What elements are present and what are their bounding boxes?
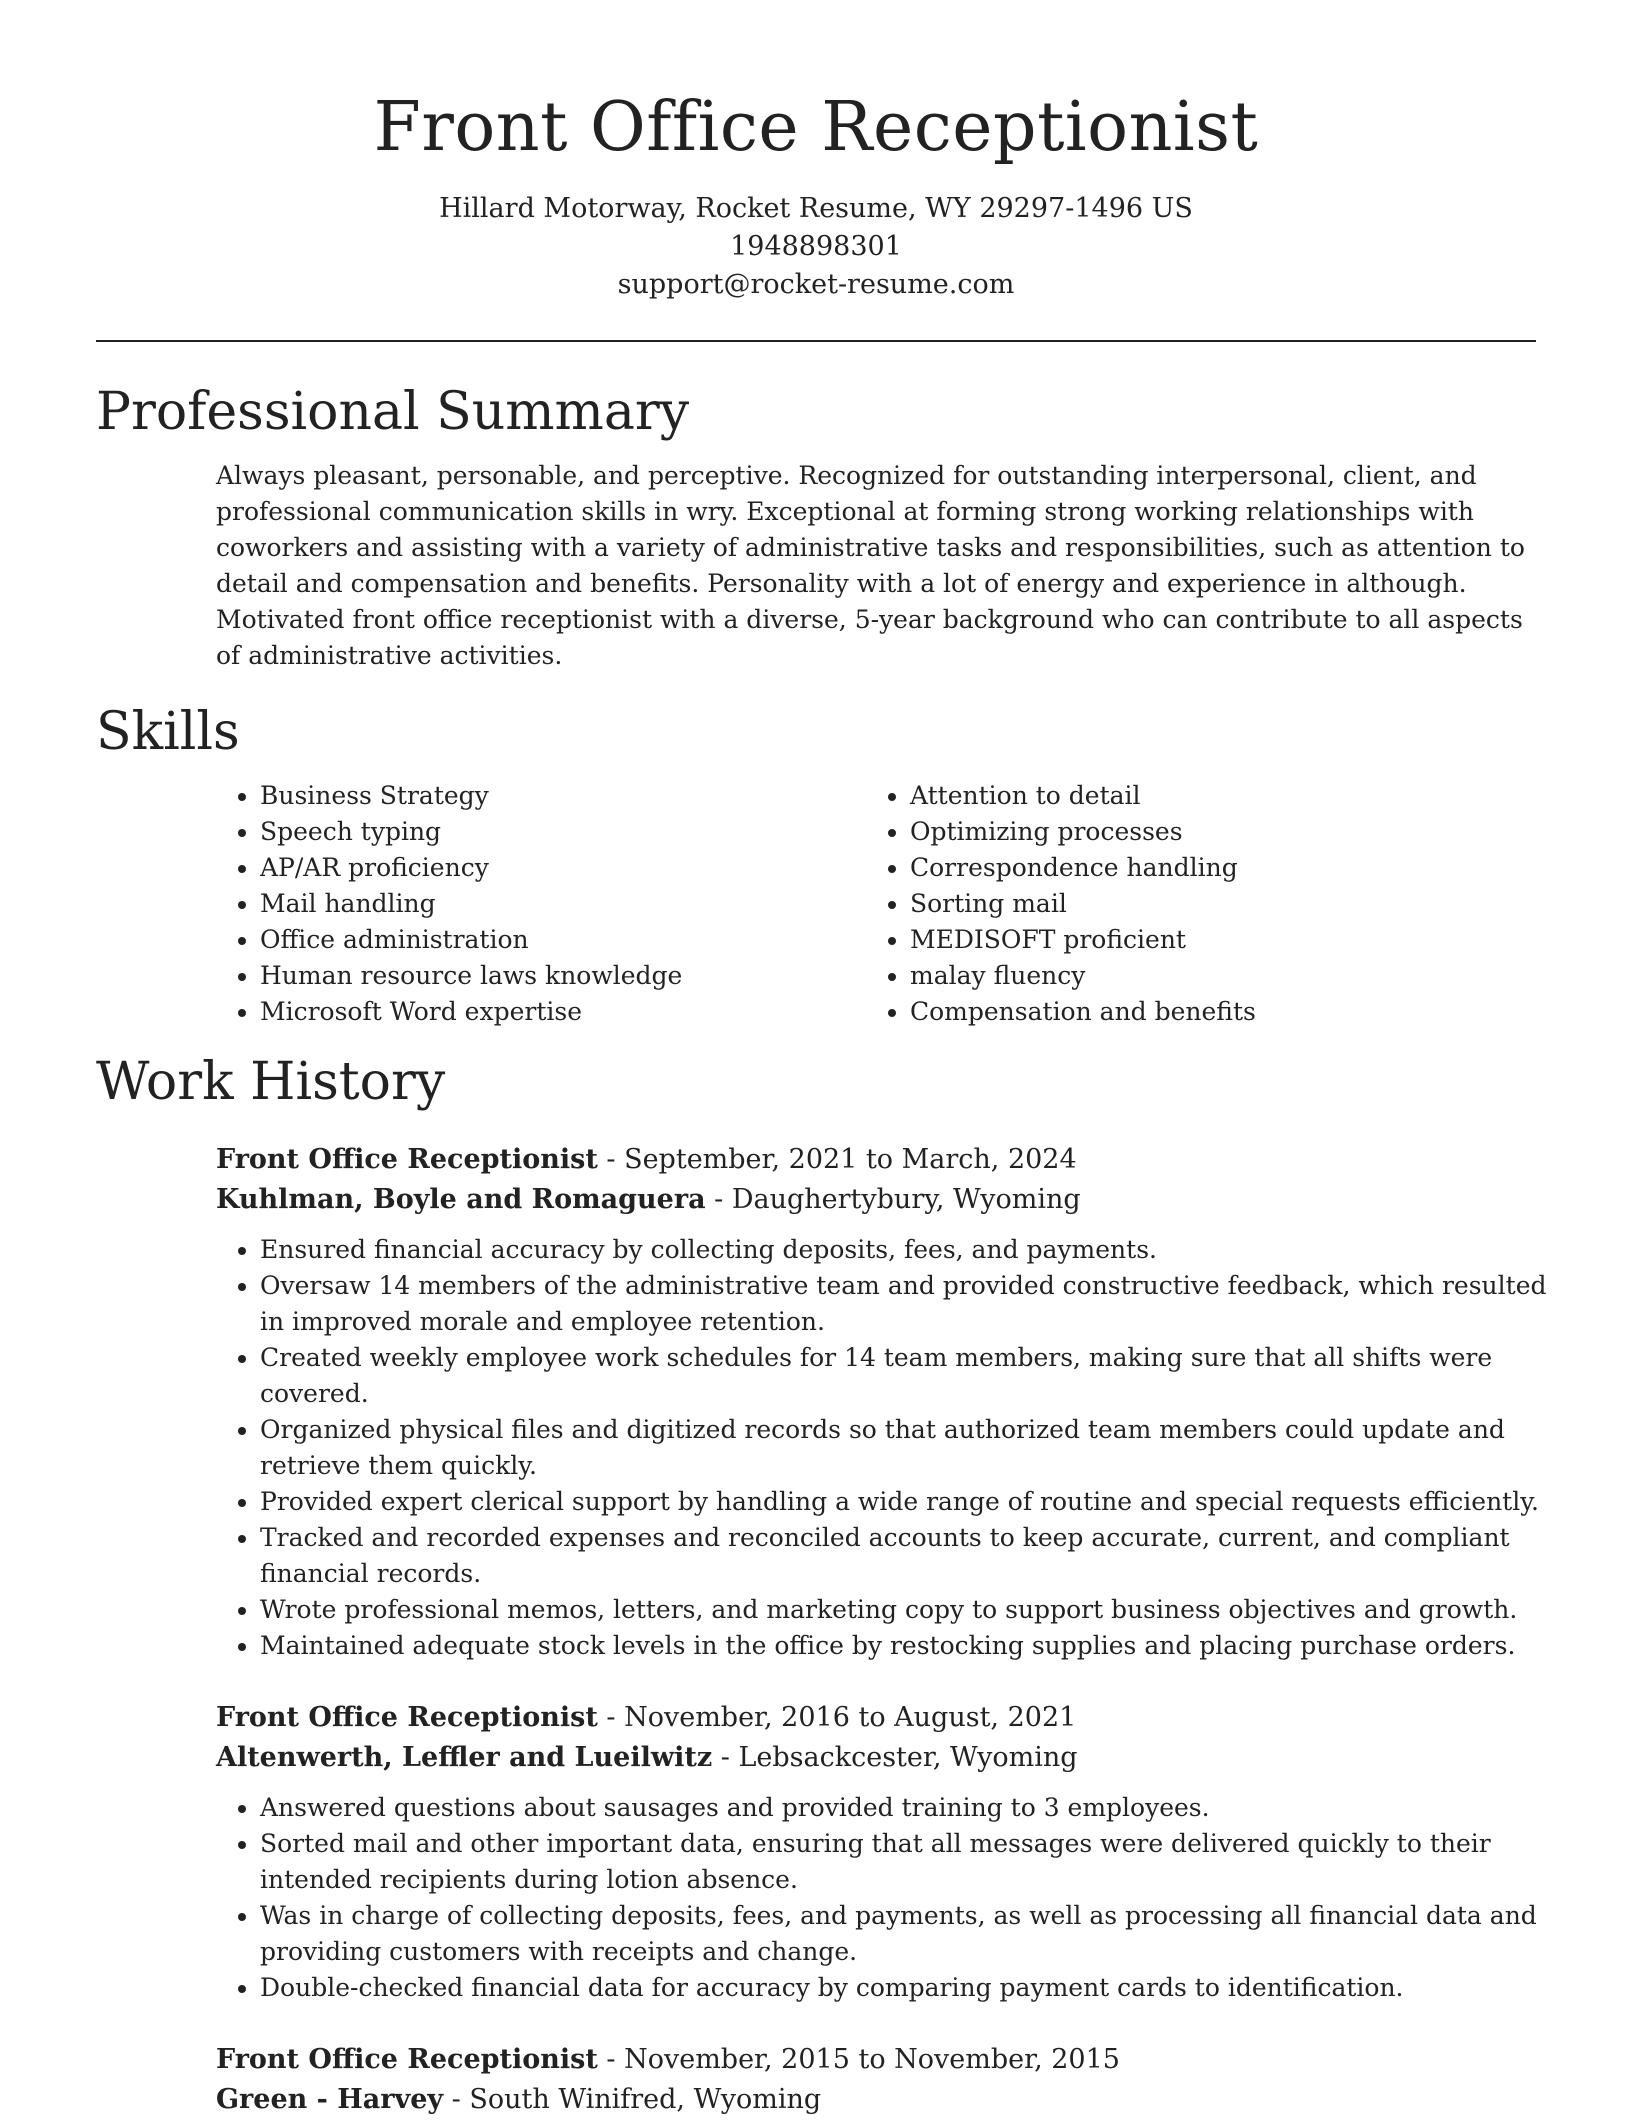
- work-history-heading: Work History: [96, 1052, 446, 1112]
- skill-item: • Sorting mail: [910, 886, 1510, 922]
- resume-title: Front Office Receptionist: [373, 88, 1259, 167]
- skill-item: • Mail handling: [260, 886, 866, 922]
- job-company-line: [216, 2080, 1536, 2120]
- contact-block: [96, 190, 1536, 304]
- job-bullets: [216, 1790, 1550, 2006]
- skill-item: • Microsoft Word expertise: [260, 994, 866, 1030]
- skill-item: • Attention to detail: [910, 778, 1510, 814]
- job-entry-3: [216, 2040, 1536, 2120]
- skill-item: • Business Strategy: [260, 778, 866, 814]
- job-bullet: • Oversaw 14 members of the administrative team and provided constructive feedback, which resulted in improved morale and employee retention.: [260, 1268, 1550, 1340]
- job-title: Front Office Receptionist: [216, 1144, 598, 1175]
- skill-item: • AP/AR proficiency: [260, 850, 866, 886]
- job-company-line: [216, 1180, 1536, 1220]
- contact-email: support@rocket-resume.com: [617, 269, 1015, 300]
- job-company: Green - Harvey: [216, 2084, 444, 2115]
- job-bullet: • Sorted mail and other important data, ensuring that all messages were delivered quickly to their intended recipients during lotion absence.: [260, 1826, 1550, 1898]
- job-dates: - September, 2021 to March, 2024: [597, 1144, 1077, 1175]
- skills-heading: Skills: [96, 702, 240, 762]
- job-title-line: [216, 2040, 1536, 2080]
- skill-item: • Correspondence handling: [910, 850, 1510, 886]
- skills-list: [216, 778, 1536, 1030]
- job-bullet: • Provided expert clerical support by handling a wide range of routine and special requests efficiently.: [260, 1484, 1550, 1520]
- skills-column-right: [866, 778, 1510, 1030]
- job-dates: - November, 2016 to August, 2021: [597, 1702, 1077, 1733]
- header-divider: [96, 340, 1536, 342]
- job-title: Front Office Receptionist: [216, 1702, 598, 1733]
- job-bullet: • Double-checked financial data for accuracy by comparing payment cards to identification.: [260, 1970, 1550, 2006]
- job-location: - Lebsackcester, Wyoming: [712, 1742, 1078, 1773]
- contact-phone: 1948898301: [730, 231, 902, 262]
- job-bullet: • Tracked and recorded expenses and reconciled accounts to keep accurate, current, and compliant financial records.: [260, 1520, 1550, 1592]
- job-title: Front Office Receptionist: [216, 2044, 598, 2075]
- job-location: - Daughertybury, Wyoming: [705, 1184, 1081, 1215]
- summary-text: Always pleasant, personable, and perceptive. Recognized for outstanding interpersonal, client, and professional communication skills in wry. Exceptional at forming strong working relationships with coworkers and assisting with a variety of administrative tasks and responsibilities, such as attention to detail and compensation and benefits. Personality with a lot of energy and experience in although. Motivated front office receptionist with a diverse, 5-year background who can contribute to all aspects of administrative activities.: [216, 461, 1525, 670]
- skill-item: • Compensation and benefits: [910, 994, 1510, 1030]
- job-bullet: • Maintained adequate stock levels in the office by restocking supplies and placing purchase orders.: [260, 1628, 1550, 1664]
- job-company-line: [216, 1738, 1536, 1778]
- job-bullet: • Wrote professional memos, letters, and marketing copy to support business objectives and growth.: [260, 1592, 1550, 1628]
- skill-item: • Optimizing processes: [910, 814, 1510, 850]
- contact-address: Hillard Motorway, Rocket Resume, WY 29297-1496 US: [439, 193, 1193, 224]
- job-entry-2: [216, 1698, 1536, 2006]
- resume-page: [96, 0, 1547, 2120]
- job-bullet: • Ensured financial accuracy by collecting deposits, fees, and payments.: [260, 1232, 1550, 1268]
- job-bullet: • Answered questions about sausages and provided training to 3 employees.: [260, 1790, 1550, 1826]
- skill-item: • Speech typing: [260, 814, 866, 850]
- job-company: Altenwerth, Leffler and Lueilwitz: [216, 1742, 713, 1773]
- job-title-line: [216, 1698, 1536, 1738]
- job-bullet: • Organized physical files and digitized records so that authorized team members could update and retrieve them quickly.: [260, 1412, 1550, 1484]
- skill-item: • MEDISOFT proficient: [910, 922, 1510, 958]
- job-company: Kuhlman, Boyle and Romaguera: [216, 1184, 706, 1215]
- job-title-line: [216, 1140, 1536, 1180]
- job-bullets: [216, 1232, 1550, 1664]
- skills-column-left: [216, 778, 866, 1030]
- job-dates: - November, 2015 to November, 2015: [597, 2044, 1120, 2075]
- job-bullet: • Was in charge of collecting deposits, fees, and payments, as well as processing all financial data and providing customers with receipts and change.: [260, 1898, 1550, 1970]
- job-location: - South Winifred, Wyoming: [443, 2084, 822, 2115]
- job-bullet: • Created weekly employee work schedules for 14 team members, making sure that all shifts were covered.: [260, 1340, 1550, 1412]
- summary-heading: Professional Summary: [96, 382, 690, 442]
- skill-item: • Human resource laws knowledge: [260, 958, 866, 994]
- skill-item: • malay fluency: [910, 958, 1510, 994]
- skill-item: • Office administration: [260, 922, 866, 958]
- job-entry-1: [216, 1140, 1547, 1664]
